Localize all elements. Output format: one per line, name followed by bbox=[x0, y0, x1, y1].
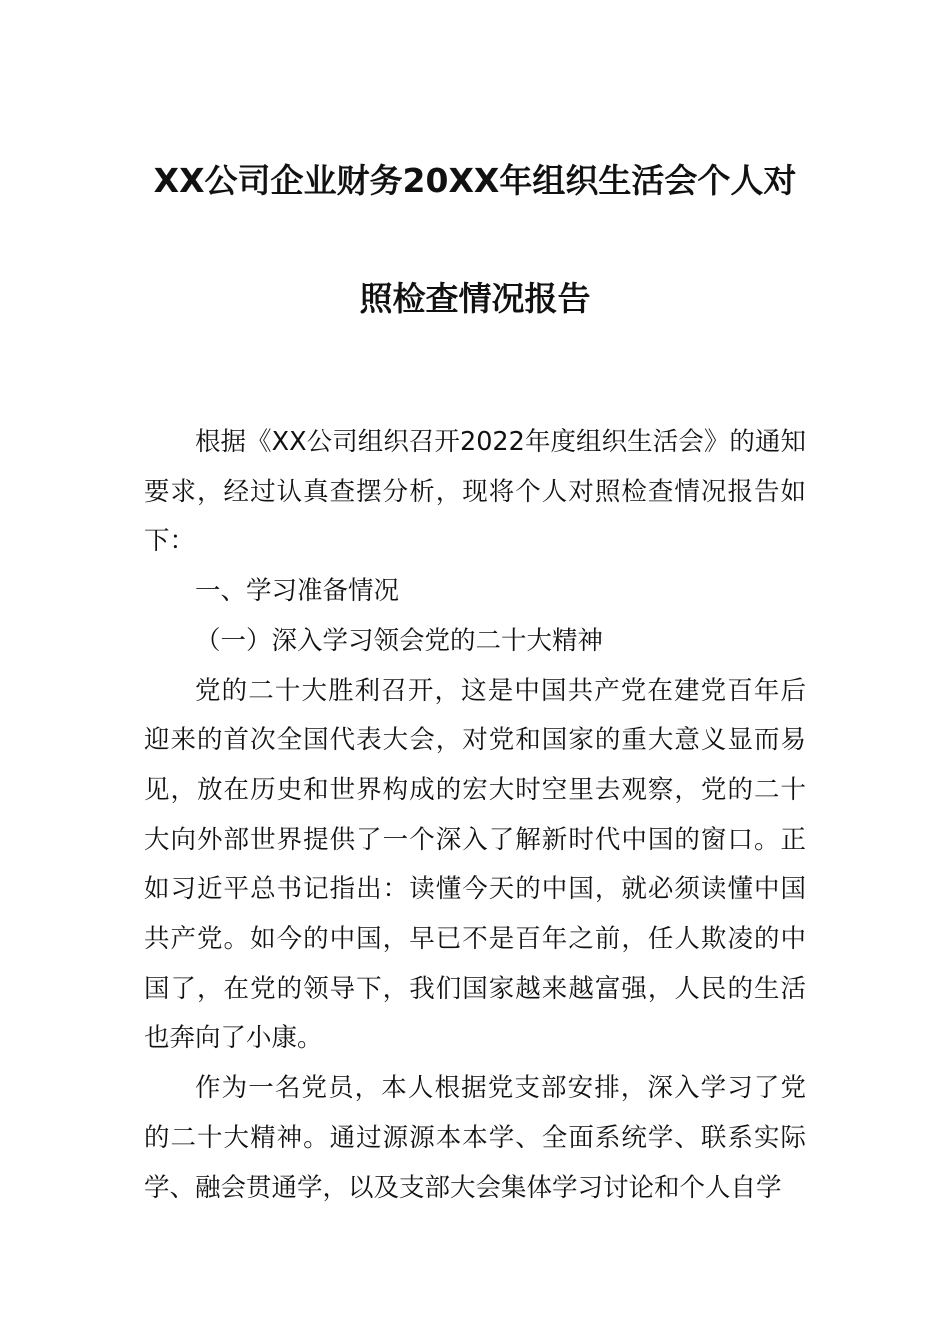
intro-paragraph: 根据《XX公司组织召开2022年度组织生活会》的通知要求，经过认真查摆分析，现将个人对照检查情况报告如下： bbox=[144, 427, 806, 557]
body-paragraph-1: 党的二十大胜利召开，这是中国共产党在建党百年后迎来的首次全国代表大会，对党和国家的重大意义显而易见，放在历史和世界构成的宏大时空里去观察，党的二十大向外部世界提供了一个深入了解新时代中国的窗口。正如习近平总书记指出：读懂今天的中国，就必须读懂中国共产党。如今的中国，早已不是百年之前，任人欺凌的中国了，在党的领导下，我们国家越来越富强，人民的生活也奔向了小康。 bbox=[144, 675, 806, 1054]
document-title-line-2: 照检查情况报告 bbox=[359, 279, 591, 318]
subsection-heading-1: （一）深入学习领会党的二十大精神 bbox=[195, 625, 604, 656]
document-title-line-1: XX公司企业财务20XX年组织生活会个人对 bbox=[153, 161, 797, 200]
section-heading-1: 一、学习准备情况 bbox=[195, 576, 400, 607]
body-paragraph-2: 作为一名党员，本人根据党支部安排，深入学习了党的二十大精神。通过源源本本学、全面系统学、联系实际学、融会贯通学，以及支部大会集体学习讨论和个人自学 bbox=[144, 1073, 806, 1203]
document-body bbox=[144, 418, 806, 1213]
